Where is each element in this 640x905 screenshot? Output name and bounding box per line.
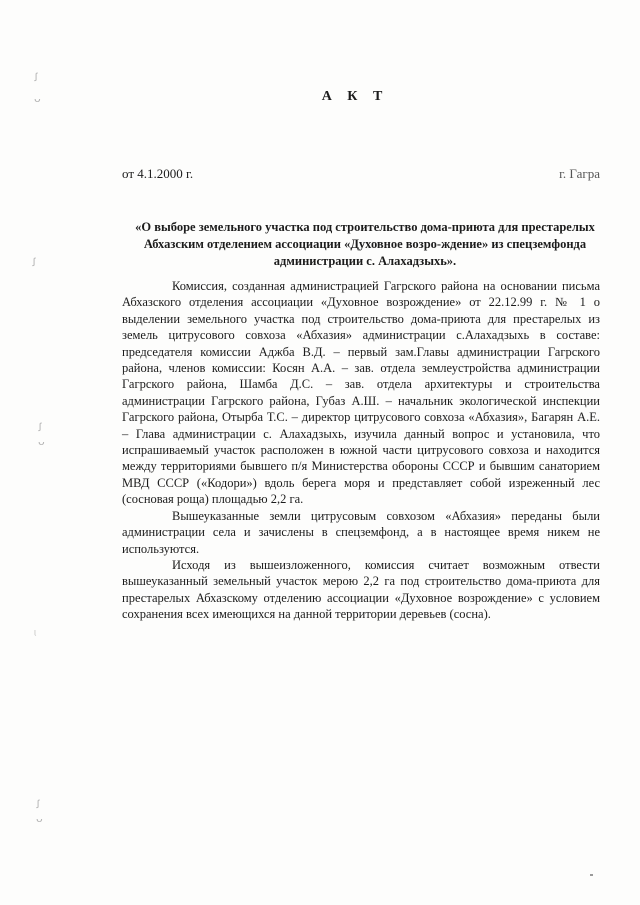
margin-mark: ꭍ bbox=[34, 71, 38, 84]
document-title: А К Т bbox=[321, 89, 389, 104]
margin-mark: ᴗ bbox=[36, 812, 43, 825]
document-city: г. Гагра bbox=[559, 166, 600, 181]
margin-mark: ᴗ bbox=[38, 435, 45, 448]
margin-mark: ꭍ bbox=[32, 256, 36, 269]
body-paragraph: Исходя из вышеизложенного, комиссия считает возможным отвести вышеуказанный земельный участок мерою 2,2 га под строительство дома-приюта для престарелых Абхазскому отделению ассоциации «Духовное возрождение» с условием сохранения всех имеющихся на данной территории деревьев (сосна). bbox=[122, 557, 600, 622]
scan-dot bbox=[590, 874, 593, 876]
margin-mark: ᶩ bbox=[34, 628, 37, 641]
margin-mark: ꭍ bbox=[36, 798, 40, 811]
document-subject: «О выборе земельного участка под строительство дома-приюта для престарелых Абхазским отделением ассоциации «Духовное возро-ждение» из спецземфонда администрации с. Алахадзыхь». bbox=[135, 220, 595, 268]
document-body bbox=[122, 278, 600, 623]
margin-mark: ꭍ bbox=[38, 421, 42, 434]
body-paragraph: Комиссия, созданная администрацией Гагрского района на основании письма Абхазского отделения ассоциации «Духовное возрождение» от 22.12.99 г. № 1 о выделении земельного участка под строительство дома-приюта для престарелых из земель цитрусового совхоза «Абхазия» администрации с.Алахадзыхь в составе: председателя комиссии Аджба В.Д. – первый зам.Главы администрации Гагрского района, членов комиссии: Косян А.А. – зав. отдела землеустройства администрации Гагрского района, Шамба Д.С. – зав. отдела архитектуры и строительства администрации Гагрского района, Губаз А.Ш. – начальник экологической инспекции Гагрского района, Отырба Т.С. – директор цитрусового совхоза «Абхазия», Багарян А.Е. – Глава администрации с. Алахадзыхь, изучила данный вопрос и установила, что испрашиваемый участок расположен в южной части цитрусового совхоза и находится между территориями бывшего п/я Министерства обороны СССР и бывшим санаторием МВД СССР («Кодори») вдоль берега моря и представляет собой изреженный лес (сосновая роща) площадью 2,2 га. bbox=[122, 279, 600, 507]
margin-mark: ᴗ bbox=[34, 92, 41, 105]
document-date: от 4.1.2000 г. bbox=[122, 166, 194, 181]
body-paragraph: Вышеуказанные земли цитрусовым совхозом «Абхазия» переданы были администрации села и зачислены в спецземфонд, а в настоящее время никем не используются. bbox=[122, 508, 600, 556]
date-line bbox=[122, 166, 600, 182]
